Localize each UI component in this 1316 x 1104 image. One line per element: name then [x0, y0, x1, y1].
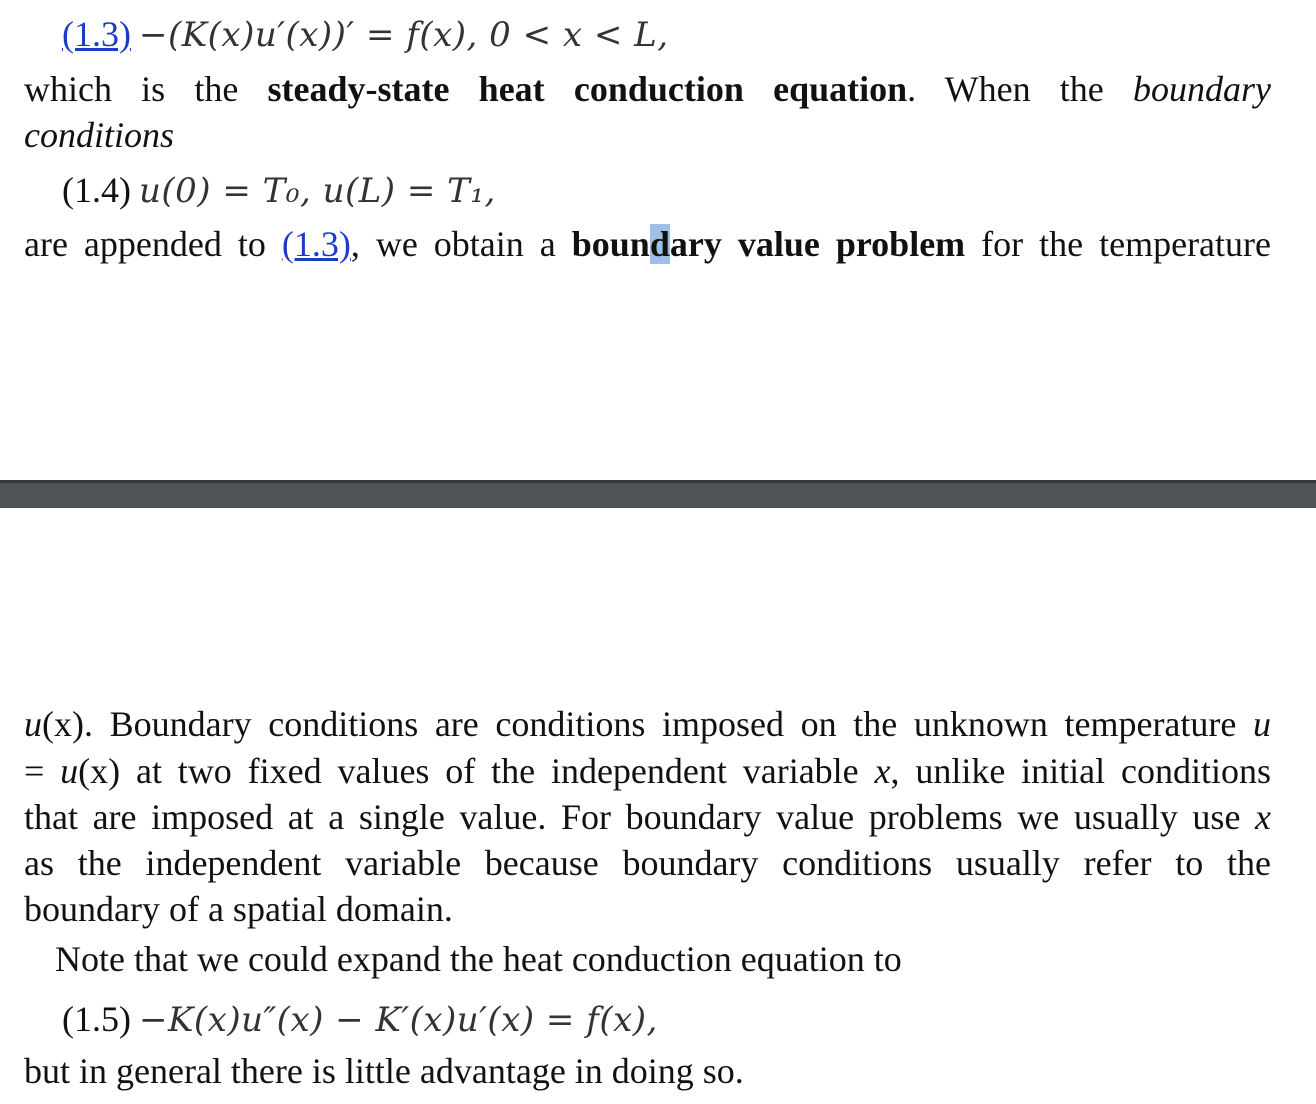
- paragraph-1-line-2: [24, 112, 1271, 158]
- page-bottom: [0, 508, 1316, 1104]
- equation-1-4: [62, 167, 496, 214]
- term-part-b: ary value problem: [669, 224, 966, 264]
- equation-ref-link-1-3[interactable]: (1.3): [62, 14, 131, 54]
- term-part-a: boun: [571, 224, 650, 264]
- var-x-2: x: [1255, 797, 1271, 837]
- text-are-appended-to: are appended to: [24, 224, 282, 264]
- page-divider: [0, 480, 1316, 508]
- text-equals: =: [24, 751, 61, 791]
- paragraph-5-line-1: [24, 1048, 1271, 1094]
- equation-1-4-label: (1.4): [62, 170, 131, 210]
- term-conditions: conditions: [24, 115, 174, 155]
- paragraph-3-line-2: [24, 748, 1271, 794]
- text-which-is-the: which is the: [24, 69, 268, 109]
- var-u-2: u: [60, 751, 79, 791]
- paragraph-3-line-4: [24, 840, 1271, 886]
- equation-1-5: [62, 996, 658, 1043]
- text-little-advantage: but in general there is little advantage in doing so.: [24, 1051, 744, 1091]
- text-we-obtain-a: , we obtain a: [350, 224, 572, 264]
- text-when-the: . When the: [907, 69, 1133, 109]
- paragraph-4-line-1: [55, 936, 902, 982]
- page-top: [0, 0, 1316, 480]
- var-u: u: [24, 704, 42, 744]
- paragraph-3-line-5: [24, 886, 1271, 932]
- text-for-the-temperature: for the temperature: [965, 224, 1271, 264]
- equation-1-3: [62, 11, 669, 58]
- text-unlike-initial-conditions: , unlike initial conditions: [890, 751, 1271, 791]
- equation-1-5-label: (1.5): [62, 999, 131, 1039]
- text-paren-x: (x): [42, 704, 84, 744]
- paragraph-3-line-1: [24, 701, 1271, 747]
- term-boundary: boundary: [1132, 69, 1271, 109]
- equation-1-4-math: u(0) = T₀, u(L) = T₁,: [138, 171, 496, 211]
- equation-1-3-math: −(K(x)u′(x))′ = f(x), 0 < x < L,: [138, 15, 669, 55]
- text-selection-highlight[interactable]: d: [649, 224, 670, 264]
- text-imposed-at-single-value: that are imposed at a single value. For boundary value problems we usually use: [24, 797, 1256, 837]
- text-note-expand: Note that we could expand the heat conduction equation to: [55, 939, 902, 979]
- term-boundary-value-problem[interactable]: [572, 224, 965, 264]
- paragraph-2-line-1: [24, 221, 1271, 267]
- term-steady-state-heat-conduction-equation: steady-state heat conduction equation: [267, 69, 908, 109]
- text-spatial-domain: boundary of a spatial domain.: [24, 889, 453, 929]
- paragraph-1-line-1: [24, 66, 1271, 112]
- var-u-end: u: [1253, 704, 1271, 744]
- text-paren-x-2: (x): [78, 751, 121, 791]
- text-boundary-conditions-are: . Boundary conditions are conditions imposed on the unknown temperature: [83, 704, 1253, 744]
- text-at-two-fixed-values: at two fixed values of the independent variable: [120, 751, 875, 791]
- var-x: x: [874, 751, 891, 791]
- equation-1-5-math: −K(x)u″(x) − K′(x)u′(x) = f(x),: [138, 1000, 658, 1040]
- paragraph-3-line-3: [24, 794, 1271, 840]
- equation-ref-link-1-3-inline[interactable]: (1.3): [281, 224, 351, 264]
- text-independent-variable: as the independent variable because boundary conditions usually refer to the: [24, 843, 1271, 883]
